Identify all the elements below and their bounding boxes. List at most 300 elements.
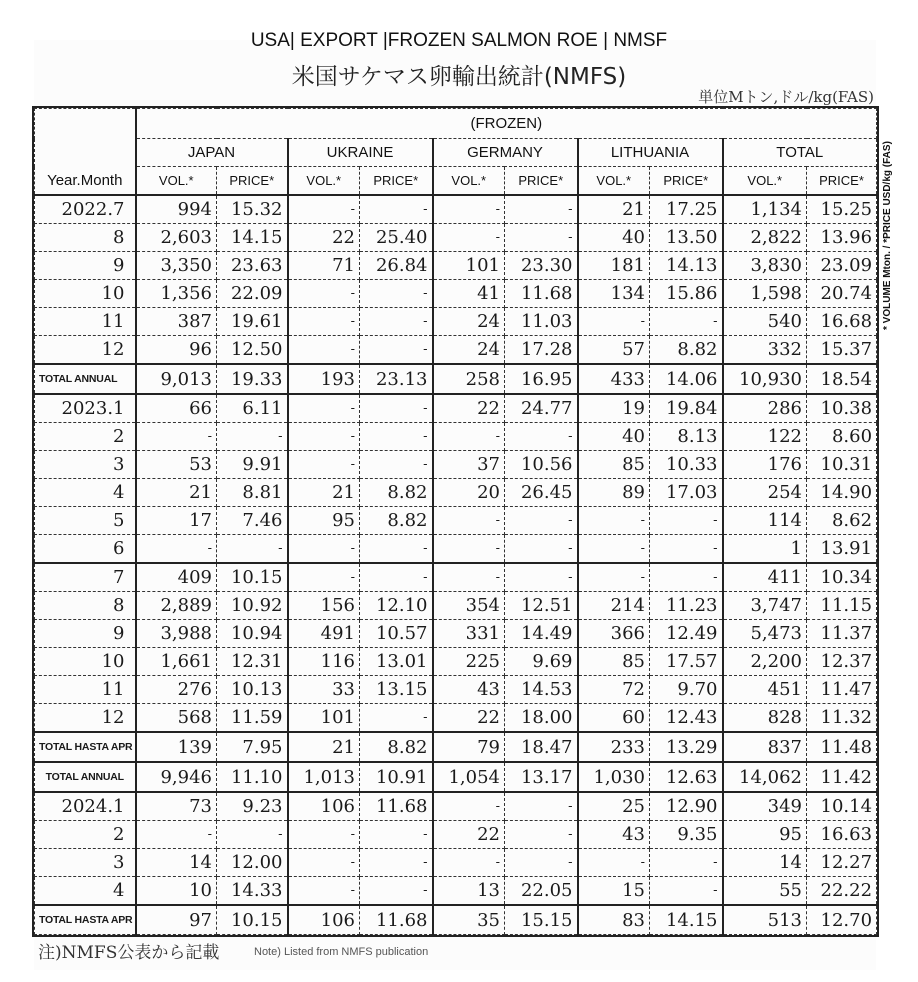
price-cell-ukraine: 13.01 xyxy=(360,648,433,676)
price-cell-ukraine: 23.13 xyxy=(360,364,433,394)
volume-cell-lithuania: - xyxy=(578,507,650,535)
volume-cell-lithuania: 40 xyxy=(578,423,650,451)
table-row xyxy=(35,849,877,877)
volume-cell-total: 1,598 xyxy=(723,280,807,308)
price-cell-germany: 14.49 xyxy=(505,620,578,648)
volume-cell-japan: 9,946 xyxy=(136,762,217,792)
volume-cell-lithuania: 85 xyxy=(578,648,650,676)
row-label-period: 3 xyxy=(35,849,136,877)
volume-cell-ukraine: 33 xyxy=(288,676,360,704)
volume-cell-germany: 13 xyxy=(433,877,505,906)
volume-cell-ukraine: - xyxy=(288,423,360,451)
volume-cell-ukraine: - xyxy=(288,336,360,365)
price-cell-ukraine: - xyxy=(360,877,433,906)
volume-cell-ukraine: - xyxy=(288,394,360,423)
price-header-lithuania: PRICE* xyxy=(650,167,723,196)
volume-cell-japan: 10 xyxy=(136,877,217,906)
volume-cell-germany: - xyxy=(433,792,505,821)
volume-cell-japan: 1,356 xyxy=(136,280,217,308)
price-cell-ukraine: - xyxy=(360,195,433,224)
price-cell-lithuania: 10.33 xyxy=(650,451,723,479)
volume-cell-lithuania: 60 xyxy=(578,704,650,733)
volume-cell-ukraine: 106 xyxy=(288,792,360,821)
volume-cell-lithuania: 83 xyxy=(578,905,650,935)
volume-cell-lithuania: 43 xyxy=(578,821,650,849)
volume-cell-total: 286 xyxy=(723,394,807,423)
price-cell-total: 11.48 xyxy=(807,732,877,762)
volume-cell-japan: 66 xyxy=(136,394,217,423)
volume-cell-ukraine: 156 xyxy=(288,592,360,620)
row-label-total: TOTAL HASTA APR xyxy=(35,732,136,762)
price-cell-germany: - xyxy=(505,195,578,224)
volume-cell-lithuania: 134 xyxy=(578,280,650,308)
price-cell-total: 10.31 xyxy=(807,451,877,479)
volume-cell-germany: 22 xyxy=(433,394,505,423)
row-label-period: 11 xyxy=(35,676,136,704)
price-cell-lithuania: - xyxy=(650,849,723,877)
volume-cell-ukraine: 491 xyxy=(288,620,360,648)
price-cell-germany: 17.28 xyxy=(505,336,578,365)
price-cell-ukraine: 8.82 xyxy=(360,507,433,535)
row-label-period: 3 xyxy=(35,451,136,479)
volume-cell-germany: 331 xyxy=(433,620,505,648)
volume-cell-germany: 22 xyxy=(433,821,505,849)
volume-header-ukraine: VOL.* xyxy=(288,167,360,196)
price-cell-germany: - xyxy=(505,535,578,564)
table-body xyxy=(35,195,877,935)
price-cell-japan: 9.23 xyxy=(217,792,288,821)
price-cell-germany: - xyxy=(505,849,578,877)
volume-cell-japan: - xyxy=(136,423,217,451)
price-cell-germany: - xyxy=(505,821,578,849)
volume-cell-ukraine: - xyxy=(288,877,360,906)
price-cell-germany: 13.17 xyxy=(505,762,578,792)
volume-cell-ukraine: - xyxy=(288,280,360,308)
volume-cell-germany: - xyxy=(433,195,505,224)
price-cell-lithuania: 11.23 xyxy=(650,592,723,620)
volume-cell-total: 14,062 xyxy=(723,762,807,792)
volume-cell-ukraine: 95 xyxy=(288,507,360,535)
price-cell-lithuania: 17.03 xyxy=(650,479,723,507)
price-header-germany: PRICE* xyxy=(505,167,578,196)
volume-cell-total: 2,822 xyxy=(723,224,807,252)
volume-cell-japan: 568 xyxy=(136,704,217,733)
volume-cell-total: 1 xyxy=(723,535,807,564)
price-cell-germany: 18.00 xyxy=(505,704,578,733)
price-cell-ukraine: - xyxy=(360,423,433,451)
volume-cell-lithuania: 181 xyxy=(578,252,650,280)
price-cell-lithuania: 12.43 xyxy=(650,704,723,733)
price-cell-ukraine: - xyxy=(360,394,433,423)
price-cell-total: 11.37 xyxy=(807,620,877,648)
volume-cell-lithuania: 15 xyxy=(578,877,650,906)
year-month-header xyxy=(35,109,136,196)
price-cell-lithuania: 13.50 xyxy=(650,224,723,252)
volume-cell-lithuania: 89 xyxy=(578,479,650,507)
volume-cell-total: 349 xyxy=(723,792,807,821)
volume-header-total: VOL.* xyxy=(723,167,807,196)
price-cell-germany: - xyxy=(505,224,578,252)
volume-cell-total: 55 xyxy=(723,877,807,906)
total-row xyxy=(35,762,877,792)
price-cell-total: 11.15 xyxy=(807,592,877,620)
table-row xyxy=(35,423,877,451)
price-cell-total: 8.60 xyxy=(807,423,877,451)
price-cell-germany: 26.45 xyxy=(505,479,578,507)
volume-cell-ukraine: 1,013 xyxy=(288,762,360,792)
price-cell-total: 10.34 xyxy=(807,563,877,592)
price-cell-total: 18.54 xyxy=(807,364,877,394)
price-cell-lithuania: - xyxy=(650,535,723,564)
price-cell-lithuania: 12.90 xyxy=(650,792,723,821)
row-label-period: 2022.7 xyxy=(35,195,136,224)
price-cell-germany: 14.53 xyxy=(505,676,578,704)
volume-cell-japan: 276 xyxy=(136,676,217,704)
price-cell-lithuania: 12.49 xyxy=(650,620,723,648)
volume-cell-lithuania: - xyxy=(578,849,650,877)
volume-cell-lithuania: 366 xyxy=(578,620,650,648)
price-cell-total: 22.22 xyxy=(807,877,877,906)
price-cell-germany: - xyxy=(505,563,578,592)
price-cell-japan: 10.15 xyxy=(217,905,288,935)
price-cell-japan: 10.92 xyxy=(217,592,288,620)
volume-cell-ukraine: 101 xyxy=(288,704,360,733)
header-row-group xyxy=(35,109,877,139)
table-row xyxy=(35,224,877,252)
frozen-group-header: (FROZEN) xyxy=(136,109,877,139)
price-cell-japan: 7.95 xyxy=(217,732,288,762)
price-cell-japan: 10.94 xyxy=(217,620,288,648)
volume-cell-ukraine: 22 xyxy=(288,224,360,252)
table-row xyxy=(35,394,877,423)
row-label-period: 9 xyxy=(35,620,136,648)
price-cell-lithuania: 8.13 xyxy=(650,423,723,451)
price-cell-japan: 14.15 xyxy=(217,224,288,252)
title-english: USA| EXPORT |FROZEN SALMON ROE | NMSF xyxy=(250,30,668,51)
price-cell-total: 10.14 xyxy=(807,792,877,821)
table-row xyxy=(35,792,877,821)
table-row xyxy=(35,592,877,620)
volume-cell-germany: 41 xyxy=(433,280,505,308)
price-cell-ukraine: - xyxy=(360,535,433,564)
volume-cell-ukraine: 193 xyxy=(288,364,360,394)
salmon-roe-export-table xyxy=(34,108,877,935)
volume-cell-total: 3,747 xyxy=(723,592,807,620)
volume-cell-japan: 97 xyxy=(136,905,217,935)
table-row xyxy=(35,280,877,308)
price-cell-lithuania: - xyxy=(650,877,723,906)
price-cell-ukraine: 10.91 xyxy=(360,762,433,792)
price-cell-ukraine: 26.84 xyxy=(360,252,433,280)
table-row xyxy=(35,620,877,648)
row-label-period: 4 xyxy=(35,479,136,507)
price-cell-total: 14.90 xyxy=(807,479,877,507)
side-unit-note: * VOLUME Mton. / *PRICE USD/kg (FAS) xyxy=(882,141,893,330)
price-cell-total: 10.38 xyxy=(807,394,877,423)
volume-cell-total: 95 xyxy=(723,821,807,849)
price-cell-ukraine: 8.82 xyxy=(360,479,433,507)
row-label-period: 2 xyxy=(35,821,136,849)
price-cell-total: 13.91 xyxy=(807,535,877,564)
price-cell-japan: 14.33 xyxy=(217,877,288,906)
country-header-japan: JAPAN xyxy=(136,139,288,167)
volume-cell-lithuania: 57 xyxy=(578,336,650,365)
price-cell-japan: 12.00 xyxy=(217,849,288,877)
price-cell-lithuania: 17.57 xyxy=(650,648,723,676)
table-row xyxy=(35,877,877,906)
volume-cell-germany: 1,054 xyxy=(433,762,505,792)
year-month-label: Year.Month xyxy=(47,172,123,189)
price-cell-japan: - xyxy=(217,821,288,849)
price-header-ukraine: PRICE* xyxy=(360,167,433,196)
country-header-germany: GERMANY xyxy=(433,139,578,167)
volume-cell-ukraine: 106 xyxy=(288,905,360,935)
price-cell-total: 11.42 xyxy=(807,762,877,792)
volume-cell-lithuania: 233 xyxy=(578,732,650,762)
price-cell-japan: 12.31 xyxy=(217,648,288,676)
volume-cell-japan: 994 xyxy=(136,195,217,224)
price-cell-lithuania: 14.15 xyxy=(650,905,723,935)
volume-cell-japan: 2,889 xyxy=(136,592,217,620)
price-cell-total: 16.68 xyxy=(807,308,877,336)
row-label-period: 6 xyxy=(35,535,136,564)
price-cell-ukraine: 11.68 xyxy=(360,905,433,935)
price-cell-total: 15.25 xyxy=(807,195,877,224)
volume-cell-lithuania: 85 xyxy=(578,451,650,479)
price-cell-japan: 12.50 xyxy=(217,336,288,365)
volume-header-germany: VOL.* xyxy=(433,167,505,196)
volume-cell-total: 5,473 xyxy=(723,620,807,648)
volume-cell-ukraine: - xyxy=(288,849,360,877)
row-label-period: 12 xyxy=(35,336,136,365)
price-cell-germany: 10.56 xyxy=(505,451,578,479)
volume-cell-germany: - xyxy=(433,224,505,252)
price-cell-japan: 7.46 xyxy=(217,507,288,535)
volume-cell-japan: 14 xyxy=(136,849,217,877)
volume-cell-total: 411 xyxy=(723,563,807,592)
price-cell-lithuania: 14.13 xyxy=(650,252,723,280)
volume-cell-germany: - xyxy=(433,507,505,535)
volume-cell-total: 1,134 xyxy=(723,195,807,224)
volume-cell-germany: 225 xyxy=(433,648,505,676)
volume-cell-japan: - xyxy=(136,821,217,849)
price-cell-ukraine: 10.57 xyxy=(360,620,433,648)
volume-header-japan: VOL.* xyxy=(136,167,217,196)
price-cell-japan: 10.15 xyxy=(217,563,288,592)
volume-cell-germany: 37 xyxy=(433,451,505,479)
price-cell-ukraine: 12.10 xyxy=(360,592,433,620)
price-cell-total: 16.63 xyxy=(807,821,877,849)
price-cell-ukraine: 8.82 xyxy=(360,732,433,762)
total-row xyxy=(35,732,877,762)
price-cell-germany: - xyxy=(505,507,578,535)
volume-cell-total: 828 xyxy=(723,704,807,733)
price-cell-lithuania: - xyxy=(650,507,723,535)
header-row-measures xyxy=(35,167,877,196)
volume-cell-germany: 258 xyxy=(433,364,505,394)
price-cell-germany: - xyxy=(505,792,578,821)
price-cell-ukraine: 11.68 xyxy=(360,792,433,821)
price-cell-lithuania: 9.35 xyxy=(650,821,723,849)
title-japanese: 米国サケマス卵輸出統計(NMFS) xyxy=(291,64,627,90)
volume-cell-total: 176 xyxy=(723,451,807,479)
price-cell-germany: 16.95 xyxy=(505,364,578,394)
price-cell-germany: 11.68 xyxy=(505,280,578,308)
price-cell-germany: 23.30 xyxy=(505,252,578,280)
price-cell-total: 15.37 xyxy=(807,336,877,365)
volume-cell-lithuania: 40 xyxy=(578,224,650,252)
volume-cell-japan: 409 xyxy=(136,563,217,592)
table-row xyxy=(35,507,877,535)
volume-cell-germany: 35 xyxy=(433,905,505,935)
row-label-period: 10 xyxy=(35,648,136,676)
volume-cell-lithuania: 214 xyxy=(578,592,650,620)
volume-cell-total: 114 xyxy=(723,507,807,535)
volume-cell-germany: - xyxy=(433,563,505,592)
price-cell-germany: 18.47 xyxy=(505,732,578,762)
row-label-total: TOTAL ANNUAL xyxy=(35,364,136,394)
volume-cell-germany: - xyxy=(433,423,505,451)
volume-cell-lithuania: 25 xyxy=(578,792,650,821)
volume-cell-ukraine: - xyxy=(288,308,360,336)
volume-cell-lithuania: 21 xyxy=(578,195,650,224)
volume-cell-japan: 53 xyxy=(136,451,217,479)
row-label-period: 8 xyxy=(35,224,136,252)
price-cell-germany: 15.15 xyxy=(505,905,578,935)
table-row xyxy=(35,704,877,733)
price-cell-japan: 9.91 xyxy=(217,451,288,479)
volume-cell-germany: - xyxy=(433,535,505,564)
volume-cell-japan: 139 xyxy=(136,732,217,762)
volume-cell-japan: 73 xyxy=(136,792,217,821)
volume-cell-lithuania: - xyxy=(578,535,650,564)
row-label-period: 12 xyxy=(35,704,136,733)
price-cell-total: 23.09 xyxy=(807,252,877,280)
volume-cell-japan: 1,661 xyxy=(136,648,217,676)
volume-cell-japan: 17 xyxy=(136,507,217,535)
price-cell-lithuania: - xyxy=(650,563,723,592)
volume-cell-germany: 354 xyxy=(433,592,505,620)
price-cell-total: 12.37 xyxy=(807,648,877,676)
price-cell-lithuania: 15.86 xyxy=(650,280,723,308)
table-row xyxy=(35,195,877,224)
row-label-period: 2 xyxy=(35,423,136,451)
table-row xyxy=(35,535,877,564)
row-label-period: 7 xyxy=(35,563,136,592)
volume-cell-ukraine: 21 xyxy=(288,732,360,762)
table-row xyxy=(35,479,877,507)
volume-cell-total: 14 xyxy=(723,849,807,877)
price-cell-ukraine: - xyxy=(360,336,433,365)
table-row xyxy=(35,821,877,849)
price-cell-germany: 11.03 xyxy=(505,308,578,336)
price-cell-japan: 10.13 xyxy=(217,676,288,704)
row-label-total: TOTAL HASTA APR xyxy=(35,905,136,935)
table-row xyxy=(35,648,877,676)
row-label-period: 11 xyxy=(35,308,136,336)
volume-cell-germany: 79 xyxy=(433,732,505,762)
row-label-period: 8 xyxy=(35,592,136,620)
price-cell-total: 12.27 xyxy=(807,849,877,877)
price-cell-ukraine: - xyxy=(360,308,433,336)
price-cell-lithuania: 14.06 xyxy=(650,364,723,394)
volume-cell-germany: 43 xyxy=(433,676,505,704)
total-row xyxy=(35,364,877,394)
footnote-japanese: 注)NMFS公表から記載 xyxy=(38,943,220,963)
footnote-english: Note) Listed from NMFS publication xyxy=(254,946,429,958)
country-header-lithuania: LITHUANIA xyxy=(578,139,723,167)
volume-cell-germany: 24 xyxy=(433,336,505,365)
price-cell-ukraine: - xyxy=(360,849,433,877)
volume-cell-total: 332 xyxy=(723,336,807,365)
country-header-total: TOTAL xyxy=(723,139,877,167)
volume-cell-lithuania: 433 xyxy=(578,364,650,394)
volume-cell-ukraine: - xyxy=(288,535,360,564)
price-cell-ukraine: - xyxy=(360,704,433,733)
header-row-countries xyxy=(35,139,877,167)
volume-cell-lithuania: - xyxy=(578,308,650,336)
total-row xyxy=(35,905,877,935)
volume-cell-ukraine: - xyxy=(288,563,360,592)
volume-cell-total: 540 xyxy=(723,308,807,336)
price-cell-lithuania: 13.29 xyxy=(650,732,723,762)
price-cell-ukraine: - xyxy=(360,451,433,479)
volume-cell-ukraine: - xyxy=(288,821,360,849)
volume-cell-lithuania: 19 xyxy=(578,394,650,423)
unit-note: 単位Mトン,ドル/kg(FAS) xyxy=(698,88,874,106)
volume-cell-total: 837 xyxy=(723,732,807,762)
volume-cell-ukraine: 21 xyxy=(288,479,360,507)
price-cell-lithuania: 17.25 xyxy=(650,195,723,224)
row-label-period: 4 xyxy=(35,877,136,906)
volume-cell-germany: 20 xyxy=(433,479,505,507)
price-cell-ukraine: - xyxy=(360,821,433,849)
volume-cell-total: 10,930 xyxy=(723,364,807,394)
table-row xyxy=(35,336,877,365)
row-label-total: TOTAL ANNUAL xyxy=(35,762,136,792)
price-cell-lithuania: 9.70 xyxy=(650,676,723,704)
price-cell-japan: 11.59 xyxy=(217,704,288,733)
price-cell-japan: 22.09 xyxy=(217,280,288,308)
row-label-period: 9 xyxy=(35,252,136,280)
volume-cell-japan: 9,013 xyxy=(136,364,217,394)
price-cell-japan: - xyxy=(217,423,288,451)
table-row xyxy=(35,676,877,704)
volume-cell-germany: 24 xyxy=(433,308,505,336)
price-cell-ukraine: 13.15 xyxy=(360,676,433,704)
price-cell-total: 12.70 xyxy=(807,905,877,935)
price-cell-japan: 19.61 xyxy=(217,308,288,336)
volume-cell-lithuania: - xyxy=(578,563,650,592)
volume-cell-ukraine: 116 xyxy=(288,648,360,676)
row-label-period: 2023.1 xyxy=(35,394,136,423)
volume-cell-japan: 387 xyxy=(136,308,217,336)
table-row xyxy=(35,308,877,336)
volume-cell-total: 513 xyxy=(723,905,807,935)
volume-cell-japan: 3,988 xyxy=(136,620,217,648)
price-cell-total: 13.96 xyxy=(807,224,877,252)
volume-cell-lithuania: 72 xyxy=(578,676,650,704)
volume-cell-japan: 2,603 xyxy=(136,224,217,252)
volume-header-lithuania: VOL.* xyxy=(578,167,650,196)
price-cell-ukraine: - xyxy=(360,280,433,308)
price-cell-germany: 12.51 xyxy=(505,592,578,620)
volume-cell-total: 2,200 xyxy=(723,648,807,676)
price-cell-ukraine: 25.40 xyxy=(360,224,433,252)
price-cell-total: 11.32 xyxy=(807,704,877,733)
price-cell-germany: 22.05 xyxy=(505,877,578,906)
volume-cell-germany: 22 xyxy=(433,704,505,733)
